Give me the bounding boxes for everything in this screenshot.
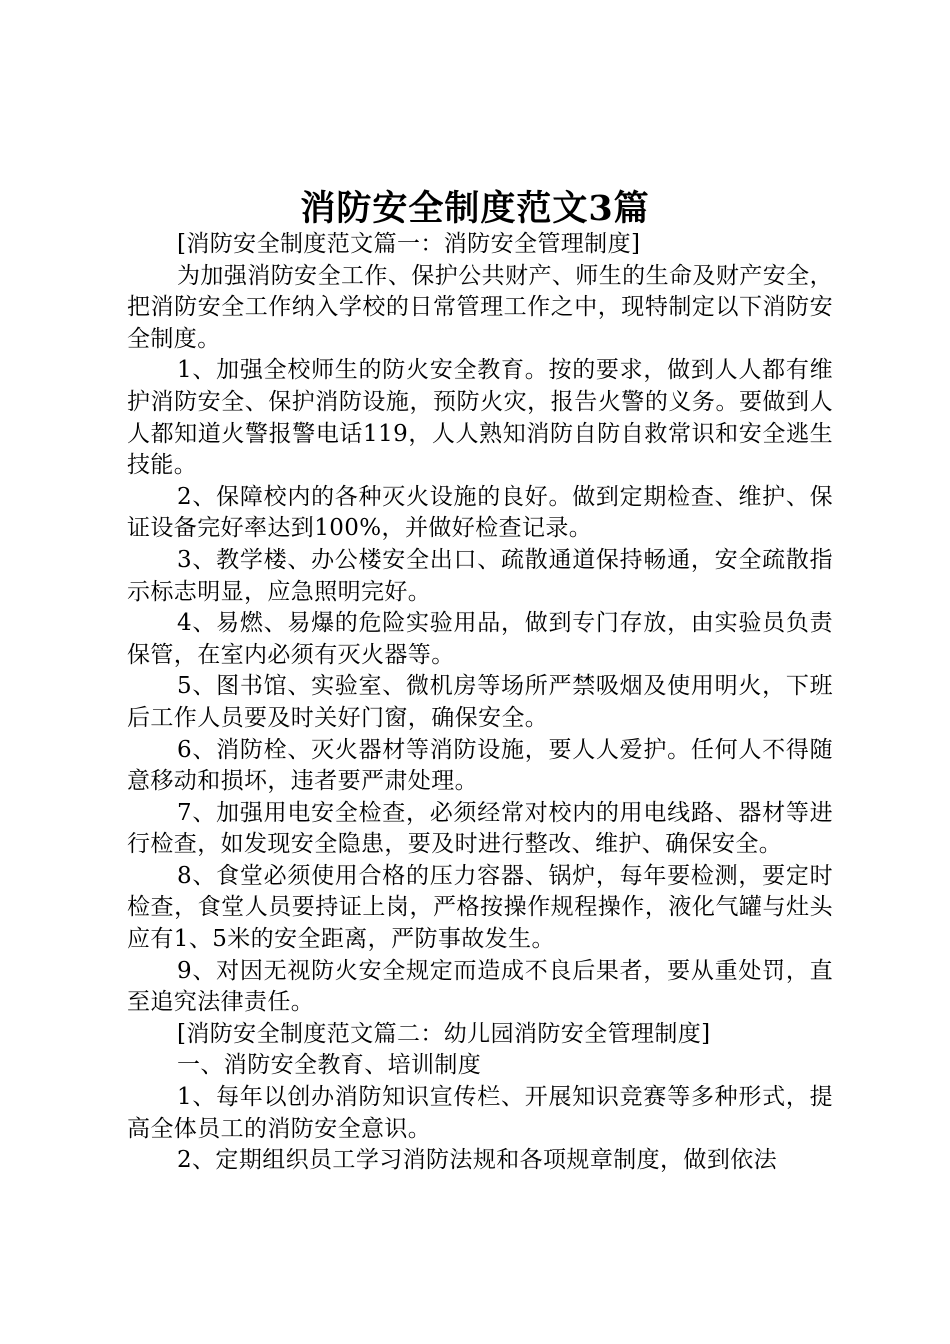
rule-item-3: 3、教学楼、办公楼安全出口、疏散通道保持畅通，安全疏散指示标志明显，应急照明完好。: [127, 546, 833, 605]
rule-item-7: 7、加强用电安全检查，必须经常对校内的用电线路、器材等进行检查，如发现安全隐患，要及时进行整改、维护、确保安全。: [127, 799, 833, 858]
rule-item-9: 9、对因无视防火安全规定而造成不良后果者，要从重处罚，直至追究法律责任。: [127, 957, 833, 1016]
rule-item-6: 6、消防栓、灭火器材等消防设施，要人人爱护。任何人不得随意移动和损坏，违者要严肃处理。: [127, 736, 833, 795]
document-title: 消防安全制度范文3篇: [300, 188, 650, 229]
subsection-heading: 一、消防安全教育、培训制度: [177, 1052, 482, 1079]
rule-item-5: 5、图书馆、实验室、微机房等场所严禁吸烟及使用明火，下班后工作人员要及时关好门窗，确保安全。: [127, 673, 833, 731]
document-body: [127, 229, 833, 1177]
rule-item-4: 4、易燃、易爆的危险实验用品，做到专门存放，由实验员负责保管，在室内必须有灭火器等。: [127, 610, 833, 668]
section-heading-1: [消防安全制度范文篇一：消防安全管理制度]: [177, 231, 641, 257]
rule-item-2: 2、保障校内的各种灭火设施的良好。做到定期检查、维护、保证设备完好率达到100%，并做好检查记录。: [127, 483, 833, 542]
intro-paragraph: 为加强消防安全工作、保护公共财产、师生的生命及财产安全，把消防安全工作纳入学校的日常管理工作之中，现特制定以下消防安全制度。: [127, 262, 833, 352]
section-heading-2: [消防安全制度范文篇二：幼儿园消防安全管理制度]: [177, 1020, 711, 1047]
training-item-1: 1、每年以创办消防知识宣传栏、开展知识竞赛等多种形式，提高全体员工的消防安全意识。: [127, 1084, 833, 1142]
training-item-2: 2、定期组织员工学习消防法规和各项规章制度，做到依法: [177, 1147, 778, 1174]
rule-item-8: 8、食堂必须使用合格的压力容器、锅炉，每年要检测，要定时检查，食堂人员要持证上岗，严格按操作规程操作，液化气罐与灶头应有1、5米的安全距离，严防事故发生。: [127, 862, 833, 953]
rule-item-1: 1、加强全校师生的防火安全教育。按的要求，做到人人都有维护消防安全、保护消防设施，预防火灾，报告火警的义务。要做到人人都知道火警报警电话119，人人熟知消防自防自救常识和安全逃生技能。: [127, 357, 833, 479]
